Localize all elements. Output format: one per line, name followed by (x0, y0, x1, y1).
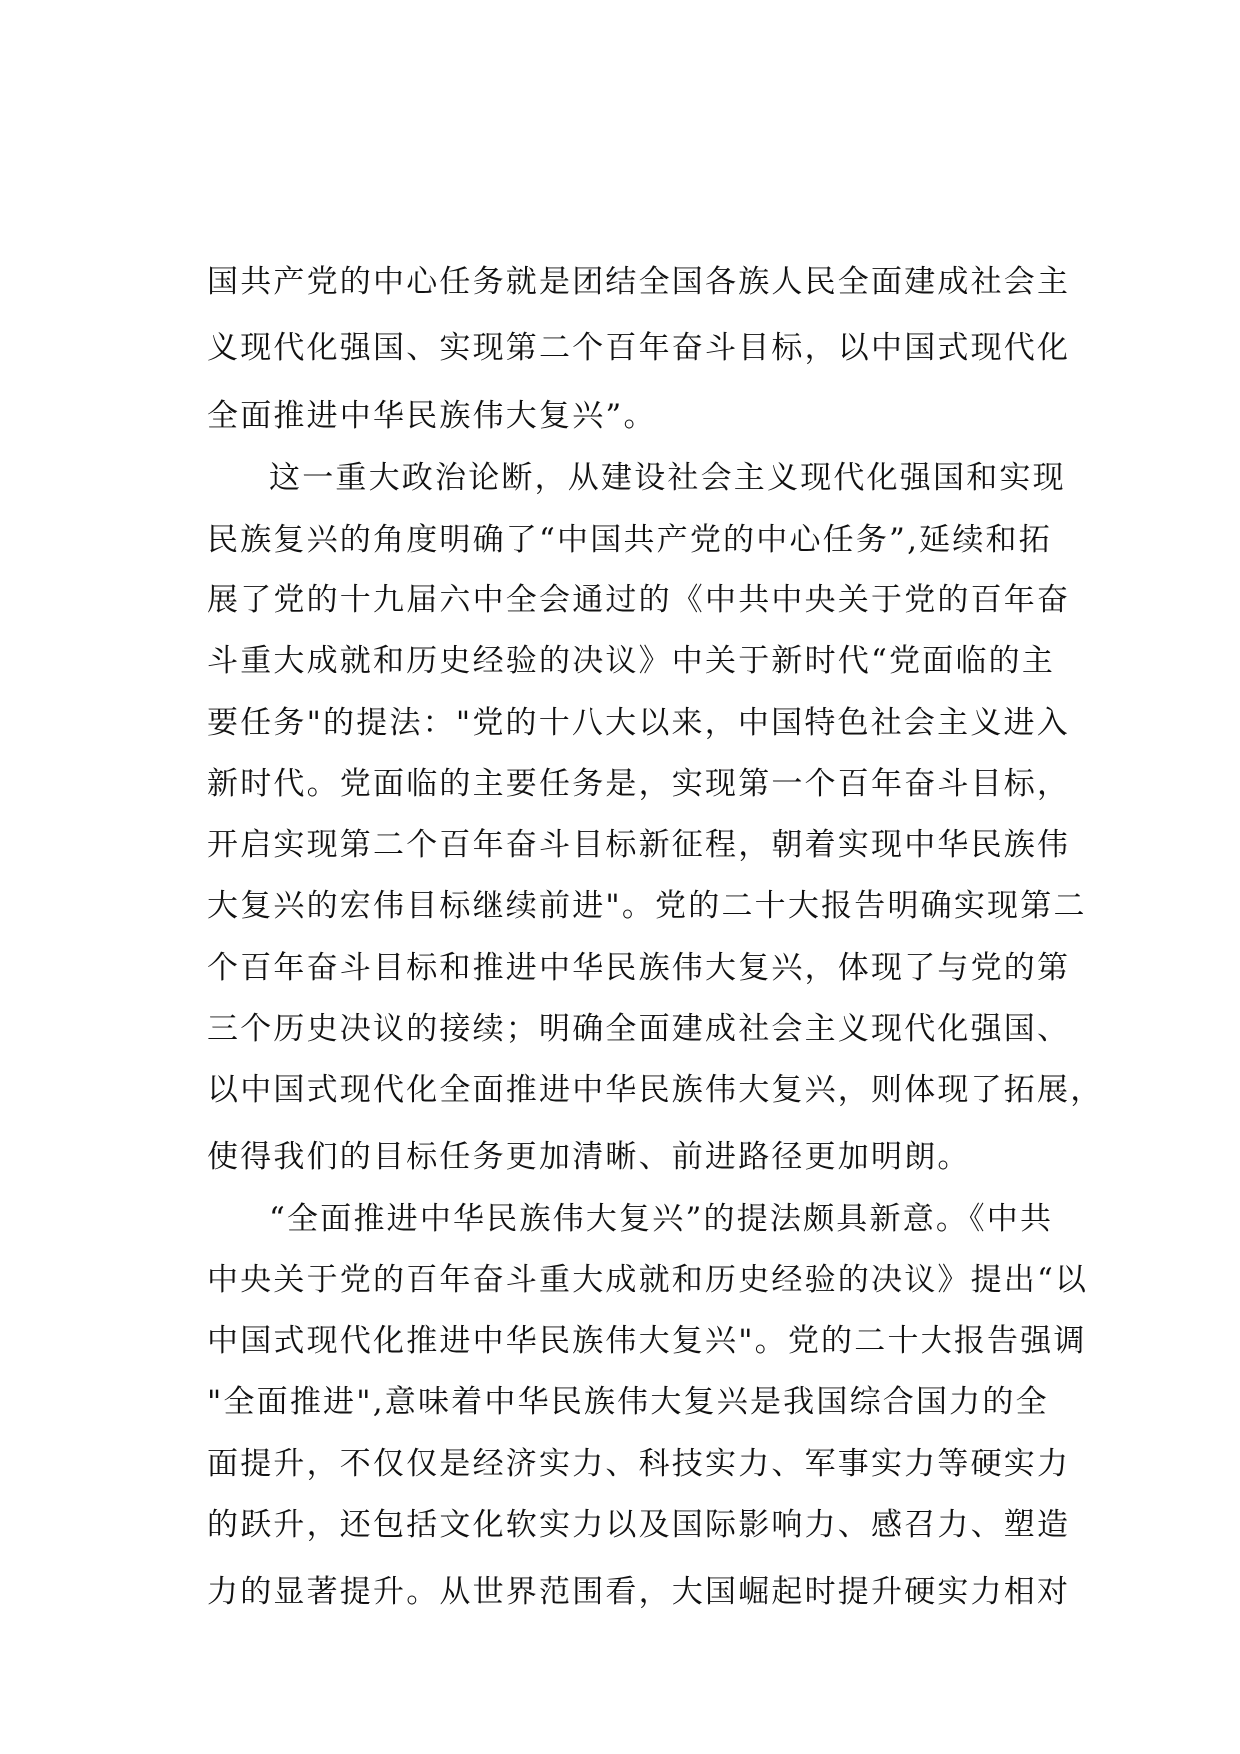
text-line: 面提升，不仅仅是经济实力、科技实力、军事实力等硬实力 (207, 1446, 1071, 1482)
text-line: 个百年奋斗目标和推进中华民族伟大复兴，体现了与党的第 (207, 950, 1071, 986)
text-line: 开启实现第二个百年奋斗目标新征程，朝着实现中华民族伟 (207, 827, 1071, 863)
paragraph-start-line: “全面推进中华民族伟大复兴”的提法颇具新意。《中共 (269, 1201, 1054, 1237)
text-line: 三个历史决议的接续；明确全面建成社会主义现代化强国、 (207, 1011, 1071, 1047)
text-line: 以中国式现代化全面推进中华民族伟大复兴，则体现了拓展， (207, 1072, 1104, 1108)
text-line: 中国式现代化推进中华民族伟大复兴"。党的二十大报告强调 (207, 1323, 1087, 1359)
text-line: 使得我们的目标任务更加清晰、前进路径更加明朗。 (207, 1139, 971, 1175)
text-line: 要任务"的提法："党的十八大以来，中国特色社会主义进入 (207, 705, 1070, 741)
text-line: 中央关于党的百年奋斗重大成就和历史经验的决议》提出“以 (207, 1262, 1089, 1298)
text-line: 斗重大成就和历史经验的决议》中关于新时代“党面临的主 (207, 643, 1056, 679)
text-line: 民族复兴的角度明确了“中国共产党的中心任务”,延续和拓 (207, 522, 1052, 558)
text-line: 全面推进中华民族伟大复兴”。 (207, 398, 657, 434)
text-line: "全面推进",意味着中华民族伟大复兴是我国综合国力的全 (207, 1384, 1049, 1420)
paragraph-start-line: 这一重大政治论断，从建设社会主义现代化强国和实现 (269, 460, 1066, 496)
text-line: 义现代化强国、实现第二个百年奋斗目标，以中国式现代化 (207, 330, 1071, 366)
text-line: 展了党的十九届六中全会通过的《中共中央关于党的百年奋 (207, 582, 1071, 618)
text-line: 国共产党的中心任务就是团结全国各族人民全面建成社会主 (207, 264, 1071, 300)
text-line: 力的显著提升。从世界范围看，大国崛起时提升硬实力相对 (207, 1574, 1071, 1610)
text-line: 新时代。党面临的主要任务是，实现第一个百年奋斗目标， (207, 766, 1071, 802)
text-line: 大复兴的宏伟目标继续前进"。党的二十大报告明确实现第二 (207, 888, 1087, 924)
text-line: 的跃升，还包括文化软实力以及国际影响力、感召力、塑造 (207, 1507, 1071, 1543)
